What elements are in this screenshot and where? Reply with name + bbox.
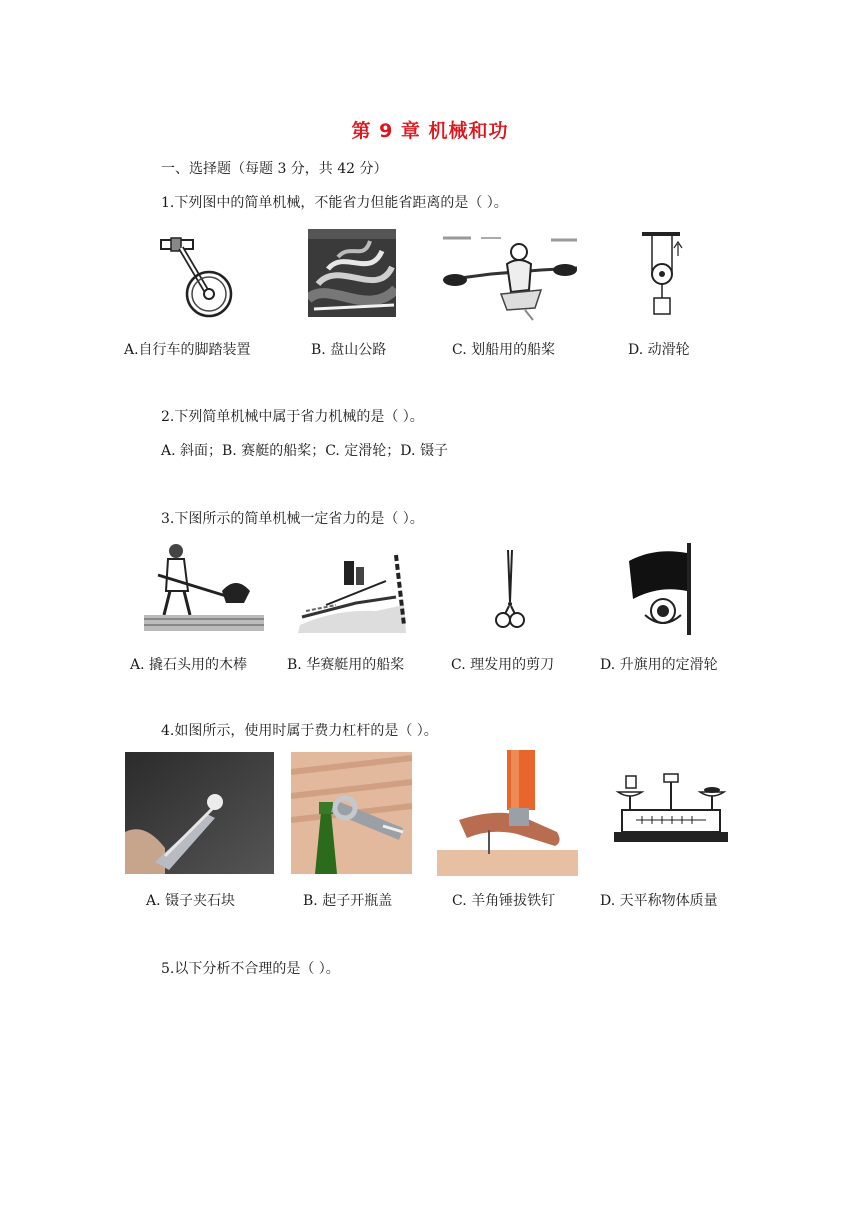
scissors-image	[493, 548, 527, 634]
question-4-stem: 4.如图所示，使用时属于费力杠杆的是（ ）。	[161, 723, 438, 739]
bottle-opener-photo	[291, 752, 412, 874]
movable-pulley-image	[638, 230, 688, 320]
q3-option-d: D. 升旗用的定滑轮	[600, 657, 718, 673]
tweezers-stone-photo	[125, 752, 274, 874]
q4-option-d: D. 天平称物体质量	[600, 893, 718, 909]
q4-option-c: C. 羊角锤拔铁钉	[452, 893, 556, 909]
q2-options: A. 斜面；B. 赛艇的船桨；C. 定滑轮；D. 镊子	[161, 443, 448, 459]
question-2-stem: 2.下列简单机械中属于省力机械的是（ ）。	[161, 409, 424, 425]
rowing-oar-image	[441, 230, 579, 322]
q1-option-a: A.自行车的脚踏装置	[124, 342, 251, 358]
racing-boat-oar-image	[296, 545, 408, 633]
q1-option-b: B. 盘山公路	[311, 342, 387, 358]
q3-option-c: C. 理发用的剪刀	[451, 657, 555, 673]
question-3-stem: 3.下图所示的简单机械一定省力的是（ ）。	[161, 511, 424, 527]
bicycle-pedal-image	[155, 234, 233, 320]
page-title: 第 9 章 机械和功	[351, 120, 509, 142]
question-1-stem: 1.下列图中的简单机械，不能省力但能省距离的是（ ）。	[161, 195, 508, 211]
q4-option-a: A. 镊子夹石块	[146, 893, 236, 909]
section-heading: 一、选择题（每题 3 分，共 42 分）	[161, 161, 388, 177]
q3-option-a: A. 撬石头用的木棒	[130, 657, 248, 673]
question-5-stem: 5.以下分析不合理的是（ ）。	[161, 961, 340, 977]
claw-hammer-photo	[437, 750, 578, 876]
q1-option-c: C. 划船用的船桨	[452, 342, 556, 358]
q1-option-d: D. 动滑轮	[628, 342, 690, 358]
crowbar-stone-image	[144, 541, 264, 631]
balance-scale-image	[612, 770, 730, 850]
q3-option-b: B. 华赛艇用的船桨	[287, 657, 405, 673]
q4-option-b: B. 起子开瓶盖	[303, 893, 393, 909]
mountain-road-image	[308, 229, 396, 317]
flag-pulley-image	[625, 541, 697, 635]
